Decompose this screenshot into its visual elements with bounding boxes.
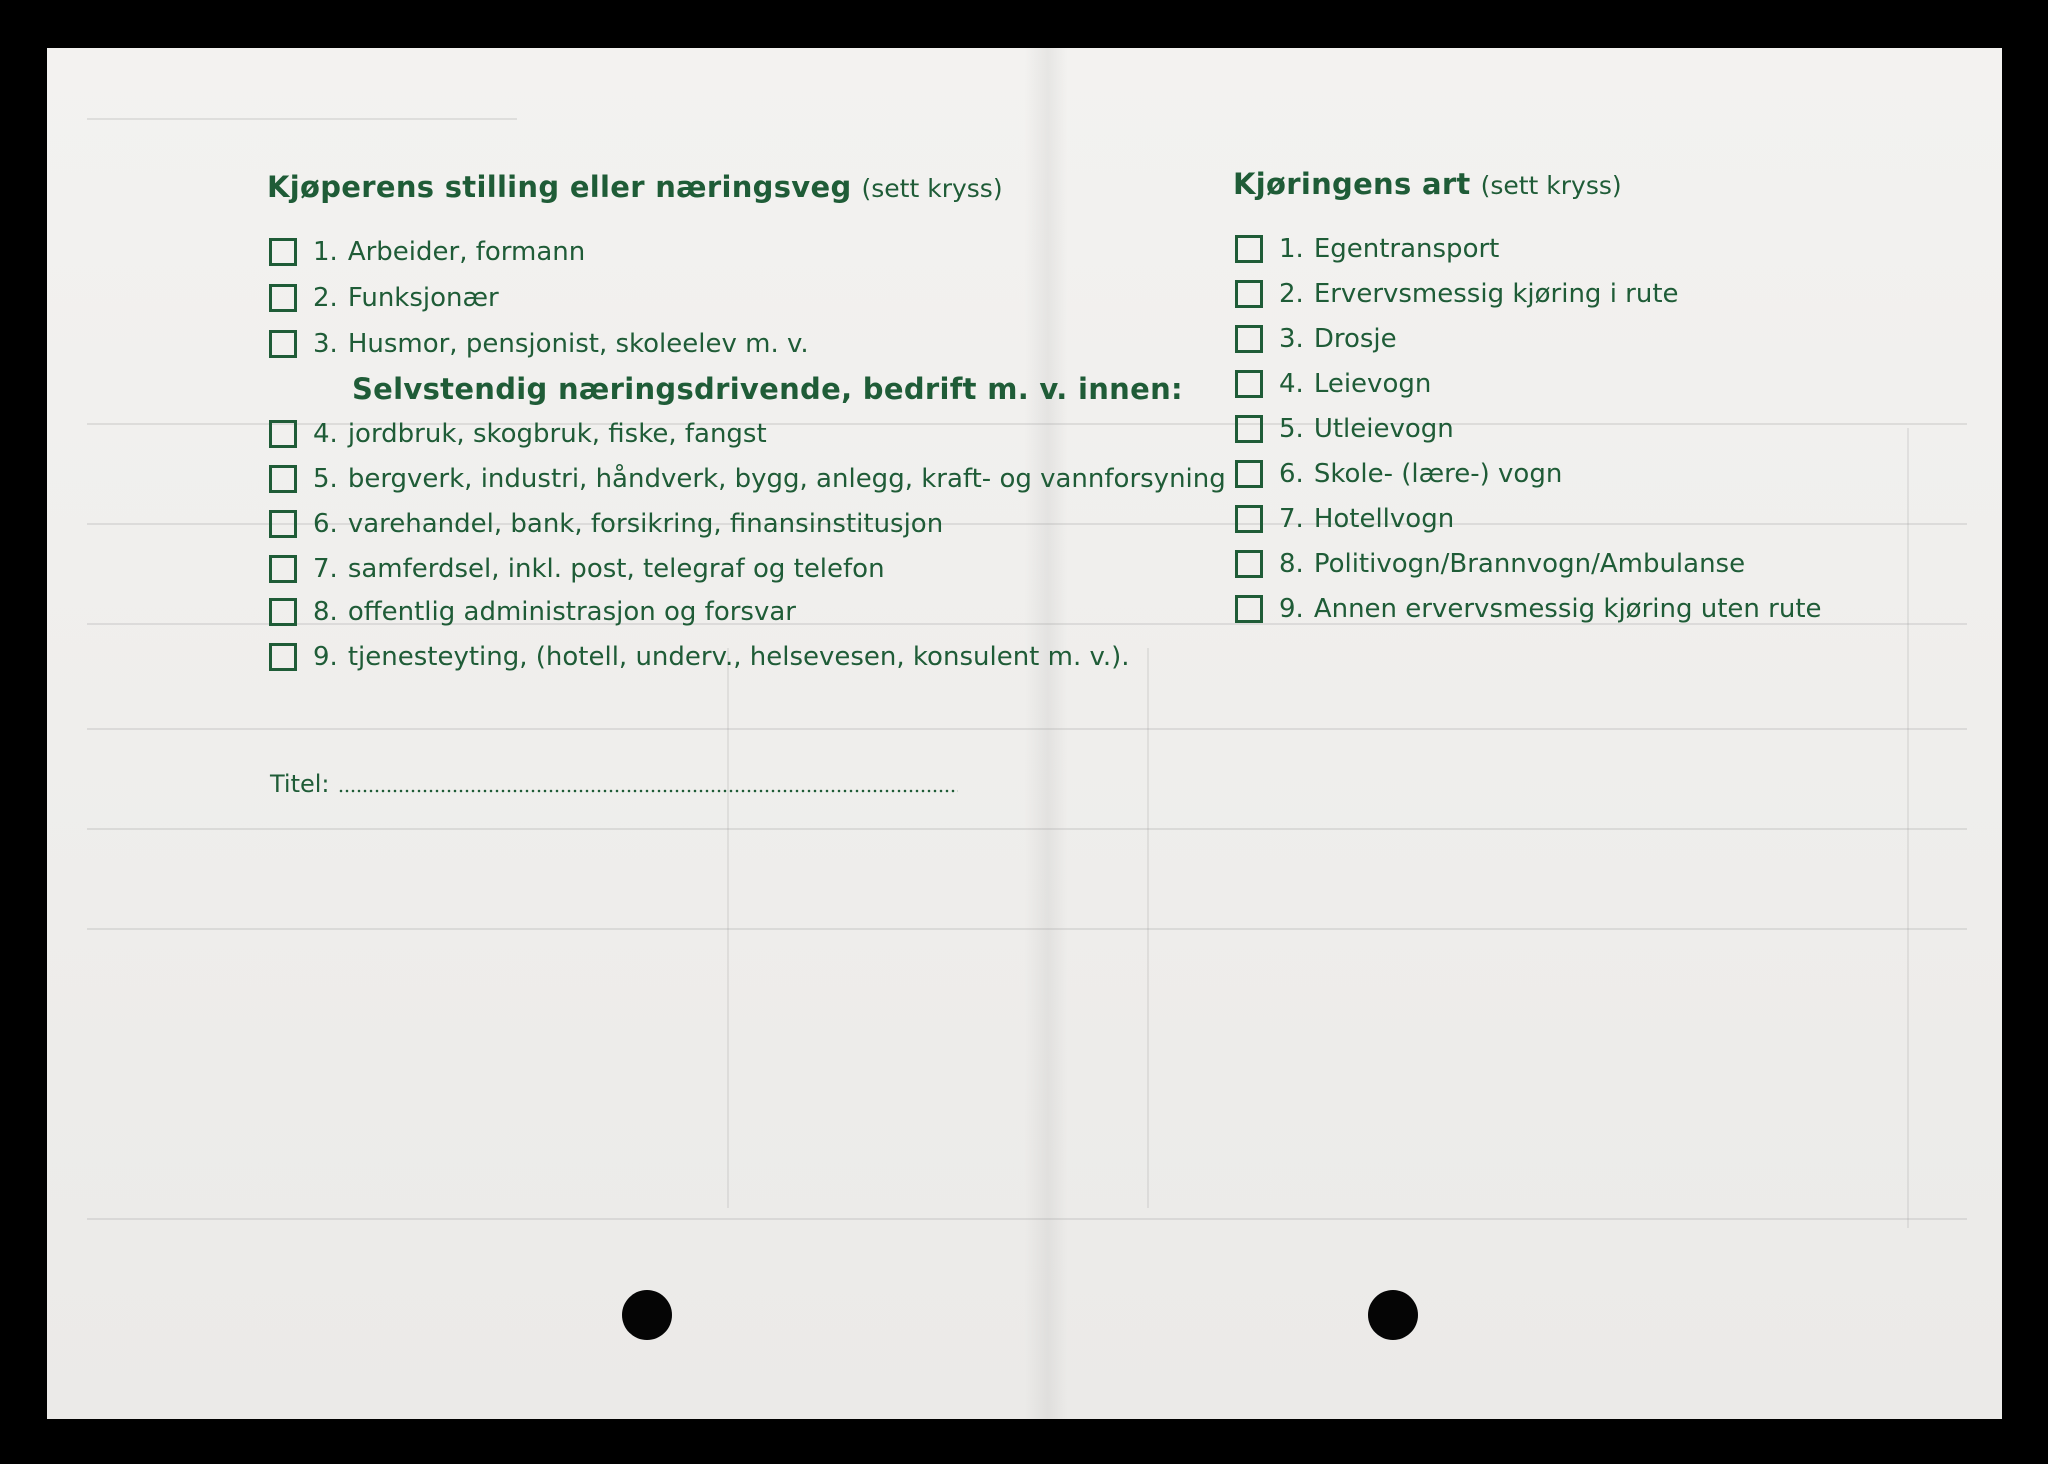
option-number: 4.: [313, 419, 338, 449]
heading-bold: Kjøperens stilling eller næringsveg: [267, 170, 852, 204]
ghost-line: [1907, 428, 1909, 1228]
self-employed-subheading: Selvstendig næringsdrivende, bedrift m. v. innen:: [352, 372, 1183, 406]
option-label: Skole- (lære-) vogn: [1313, 459, 1563, 489]
driving-type-heading: [1233, 167, 1622, 201]
checkbox[interactable]: [269, 238, 297, 266]
buyer-occupation-heading: [267, 170, 1003, 204]
checkbox[interactable]: [1235, 280, 1263, 308]
option-label: Annen ervervsmessig kjøring uten rute: [1313, 594, 1822, 624]
ghost-line: [87, 728, 1967, 730]
buyer-option-1[interactable]: [269, 235, 585, 269]
checkbox[interactable]: [1235, 505, 1263, 533]
option-label: samferdsel, inkl. post, telegraf og telefon: [347, 554, 885, 584]
option-label: Funksjonær: [347, 283, 499, 313]
buyer-option-7[interactable]: [269, 552, 885, 586]
option-number: 2.: [313, 283, 338, 313]
option-label: bergverk, industri, håndverk, bygg, anlegg, kraft- og vannforsyning: [347, 464, 1226, 494]
checkbox[interactable]: [1235, 550, 1263, 578]
checkbox[interactable]: [269, 330, 297, 358]
checkbox[interactable]: [1235, 415, 1263, 443]
checkbox[interactable]: [1235, 325, 1263, 353]
option-number: 1.: [313, 237, 338, 267]
checkbox[interactable]: [269, 555, 297, 583]
option-label: offentlig administrasjon og forsvar: [347, 597, 796, 627]
option-number: 6.: [1279, 459, 1304, 489]
option-label: Ervervsmessig kjøring i rute: [1313, 279, 1679, 309]
heading-note: (sett kryss): [861, 174, 1003, 203]
checkbox[interactable]: [269, 510, 297, 538]
driving-option-2[interactable]: [1235, 277, 1679, 311]
driving-option-3[interactable]: [1235, 322, 1397, 356]
driving-option-1[interactable]: [1235, 232, 1499, 266]
checkbox[interactable]: [1235, 370, 1263, 398]
option-label: Drosje: [1313, 324, 1397, 354]
checkbox[interactable]: [269, 465, 297, 493]
option-number: 7.: [313, 554, 338, 584]
option-number: 4.: [1279, 369, 1304, 399]
option-number: 9.: [313, 642, 338, 672]
option-label: Leievogn: [1313, 369, 1432, 399]
heading-bold: Kjøringens art: [1233, 167, 1471, 201]
checkbox[interactable]: [269, 284, 297, 312]
option-label: Husmor, pensjonist, skoleelev m. v.: [347, 329, 809, 359]
ghost-line: [87, 1218, 1967, 1220]
option-label: varehandel, bank, forsikring, finansinstitusjon: [347, 509, 944, 539]
ghost-line: [727, 648, 729, 1208]
form-sheet: [47, 48, 2002, 1419]
ghost-line: [87, 118, 517, 120]
buyer-option-8[interactable]: [269, 595, 796, 629]
option-number: 2.: [1279, 279, 1304, 309]
ghost-line: [87, 828, 1967, 830]
checkbox[interactable]: [269, 598, 297, 626]
option-label: Arbeider, formann: [347, 237, 586, 267]
buyer-option-2[interactable]: [269, 281, 499, 315]
driving-option-4[interactable]: [1235, 367, 1431, 401]
checkbox[interactable]: [1235, 595, 1263, 623]
option-number: 8.: [1279, 549, 1304, 579]
title-dotted-line[interactable]: [338, 788, 958, 794]
option-label: Politivogn/Brannvogn/Ambulanse: [1313, 549, 1746, 579]
option-number: 5.: [1279, 414, 1304, 444]
ghost-line: [87, 928, 1967, 930]
buyer-option-3[interactable]: [269, 327, 809, 361]
option-number: 6.: [313, 509, 338, 539]
driving-option-7[interactable]: [1235, 502, 1454, 536]
checkbox[interactable]: [269, 420, 297, 448]
option-number: 3.: [313, 329, 338, 359]
checkbox[interactable]: [269, 643, 297, 671]
driving-option-8[interactable]: [1235, 547, 1745, 581]
buyer-option-5[interactable]: [269, 462, 1226, 496]
option-label: jordbruk, skogbruk, fiske, fangst: [347, 419, 767, 449]
title-field[interactable]: [270, 770, 958, 798]
option-label: tjenesteyting, (hotell, underv., helsevesen, konsulent m. v.).: [347, 642, 1130, 672]
buyer-option-6[interactable]: [269, 507, 943, 541]
option-number: 5.: [313, 464, 338, 494]
driving-option-5[interactable]: [1235, 412, 1454, 446]
driving-option-9[interactable]: [1235, 592, 1822, 626]
punch-hole: [1368, 1290, 1418, 1340]
option-number: 3.: [1279, 324, 1304, 354]
option-label: Hotellvogn: [1313, 504, 1455, 534]
ghost-line: [1147, 648, 1149, 1208]
driving-option-6[interactable]: [1235, 457, 1562, 491]
title-label: Titel:: [270, 770, 330, 798]
buyer-option-4[interactable]: [269, 417, 767, 451]
option-number: 7.: [1279, 504, 1304, 534]
option-number: 1.: [1279, 234, 1304, 264]
option-label: Egentransport: [1313, 234, 1500, 264]
heading-note: (sett kryss): [1480, 171, 1622, 200]
option-number: 9.: [1279, 594, 1304, 624]
option-number: 8.: [313, 597, 338, 627]
option-label: Utleievogn: [1313, 414, 1454, 444]
buyer-option-9[interactable]: [269, 640, 1130, 674]
punch-hole: [622, 1290, 672, 1340]
checkbox[interactable]: [1235, 235, 1263, 263]
checkbox[interactable]: [1235, 460, 1263, 488]
